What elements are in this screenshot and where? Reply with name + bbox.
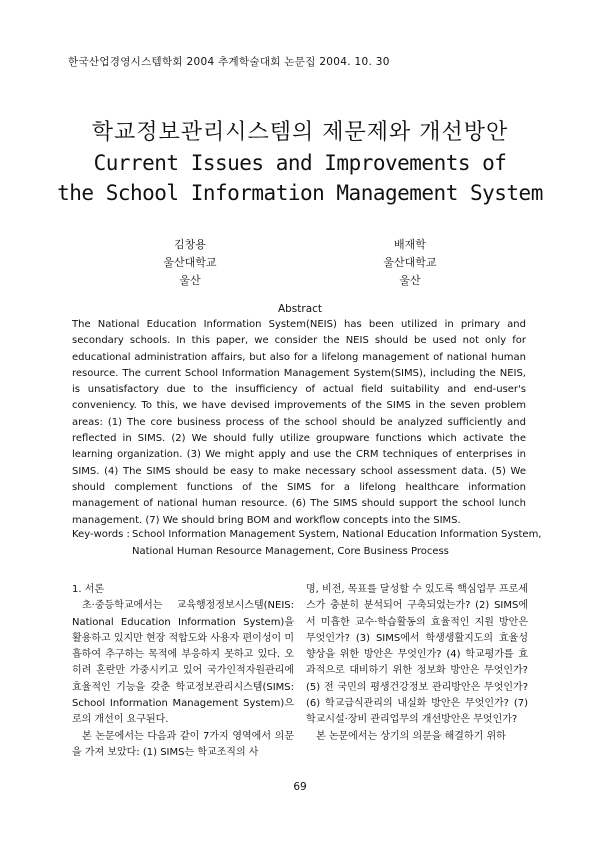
section-title: 1. 서론 <box>72 584 105 595</box>
keywords-line-1: School Information Management System, National Education Information System, <box>132 529 542 540</box>
author-name: 배재학 <box>394 238 426 251</box>
paragraph: 본 논문에서는 다음과 같이 7가지 영역에서 의문을 가져 보았다: (1) SIMS는 학교조직의 사 <box>72 730 294 758</box>
korean-title: 학교정보관리시스템의 제문제와 개선방안 <box>91 120 509 145</box>
author-2 <box>330 236 490 290</box>
proceedings-header: 한국산업경영시스템학회 2004 추계학술대회 논문집 2004. 10. 30 <box>68 56 390 68</box>
abstract-heading: Abstract <box>277 303 323 315</box>
title-block <box>0 118 600 208</box>
paragraph: 초·중등학교에서는 교육행정정보시스템(NEIS: National Education Information System)을 활용하고 있지만 현장 적합도와 사용자 편이성이 미흡하여 추구하는 목적에 부응하지 못하고 있다. 오히려 혼란만 가중시키고 있어 국가인적자원관리에 효율적인 기능을 갖춘 학교정보관리시스템(SIMS: School Information Management System)으로의 개선이 요구된다. <box>72 600 294 726</box>
author-name: 김창용 <box>174 238 206 251</box>
right-column <box>306 582 528 745</box>
paragraph: 명, 비전, 목표를 달성할 수 있도록 핵심업무 프로세스가 충분히 분석되어 구축되었는가? (2) SIMS에서 미흡한 교수·학습활동의 효율적인 지원 방안은 무엇인가? (3) SIMS에서 학생생활지도의 효율성 향상을 위한 방안은 무엇인가? (4) 학교평가를 효과적으로 대비하기 위한 정보화 방안은 무엇인가? (5) 전 국민의 평생건강정보 관리방안은 무엇인가? (6) 학교급식관리의 내실화 방안은 무엇인가? (7) 학교시설·장비 관리업무의 개선방안은 무엇인가? <box>306 584 528 726</box>
author-location: 울산 <box>179 274 201 287</box>
english-title-line-1: Current Issues and Improvements of <box>93 151 507 175</box>
page-number: 69 <box>293 781 307 793</box>
english-title-line-2: the School Information Management System <box>57 181 543 205</box>
keywords <box>72 527 542 560</box>
abstract-body: The National Education Information System(NEIS) has been utilized in primary and secondary schools. In this paper, we consider the NEIS should be used not only for educational administration affairs, but also for a lifelong management of national human resource. The current School Information Management System(SIMS), including the NEIS, is unsatisfactory due to the insufficiency of actual field suitability and end-user's conveniency. To this, we have devised improvements of the SIMS in the seven problem areas: (1) The core business process of the school should be analyzed sufficiently and reflected in SIMS. (2) We should fully utilize groupware functions which activate the learning organization. (3) We might apply and use the CRM techniques of enterprises in SIMS. (4) The SIMS should be easy to make necessary school assessment data. (5) We should complement functions of the SIMS for a lifelong healthcare information management of national human resource. (6) The SIMS should support the school lunch management. (7) We should bring BOM and workflow concepts into the SIMS. <box>72 319 526 526</box>
keywords-line-2: National Human Resource Management, Core Business Process <box>132 545 449 557</box>
author-affiliation: 울산대학교 <box>383 256 437 269</box>
left-column <box>72 582 294 761</box>
author-location: 울산 <box>399 274 421 287</box>
paragraph: 본 논문에서는 상기의 의문을 해결하기 위하 <box>316 730 506 742</box>
keywords-label: Key-words : <box>72 529 130 540</box>
author-1 <box>110 236 270 290</box>
author-affiliation: 울산대학교 <box>163 256 217 269</box>
